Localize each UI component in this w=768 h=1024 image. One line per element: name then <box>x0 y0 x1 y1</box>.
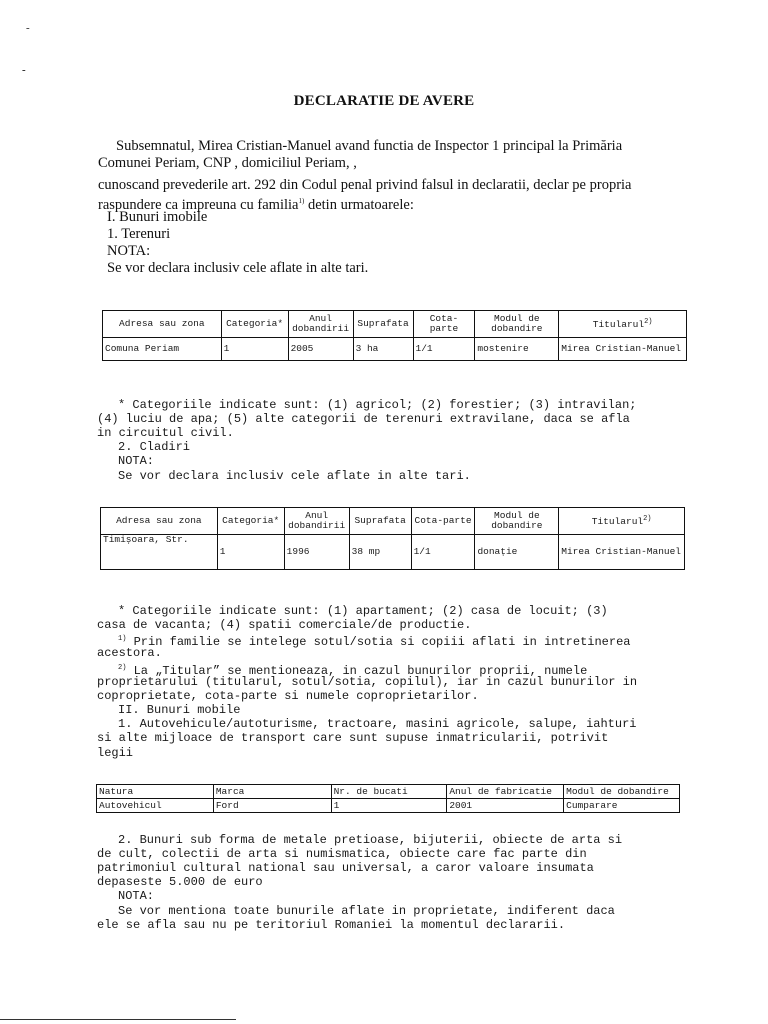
footnote-2-line-2: proprietarului (titularul, sotul/sotia, copilul), iar in cazul bunurilor in <box>97 675 638 689</box>
header-count: Nr. de bucati <box>331 785 447 799</box>
footnote-2-line-3: coproprietate, cota-parte si numele coproprietarilor. <box>97 689 479 703</box>
cell-address: Comuna Periam <box>103 338 222 361</box>
header-acquisition-mode: Modul de dobandire <box>564 785 680 799</box>
table-row <box>97 799 680 813</box>
header-category: Categoria* <box>221 311 288 338</box>
header-holder: Titularul$^{2)}$ <box>559 508 685 535</box>
header-manufacture-year: Anul de fabricatie <box>447 785 564 799</box>
cell-area: 3 ha <box>353 338 413 361</box>
header-year: Anul dobandirii <box>284 508 349 535</box>
building-table <box>100 507 685 570</box>
header-category: Categoria* <box>217 508 284 535</box>
building-categories-line-2: casa de vacanta; (4) spatii comerciale/de productie. <box>97 618 472 632</box>
buildings-nota-label: NOTA: <box>118 454 155 468</box>
footnote-2-line-1: $^{2)}$ La „Titular” se mentioneaza, in cazul bunurilor proprii, numele <box>118 664 588 678</box>
valuables-line-2: de cult, colectii de arta si numismatica, obiecte care fac parte din <box>97 847 587 861</box>
cell-count: 1 <box>331 799 447 813</box>
header-brand: Marca <box>213 785 331 799</box>
nota-label: NOTA: <box>107 243 151 259</box>
header-nature: Natura <box>97 785 214 799</box>
footnote-1-line-1: $^{1)}$ Prin familie se intelege sotul/sotia si copiii aflati in intretinerea <box>118 635 631 649</box>
cell-year: 2005 <box>288 338 353 361</box>
margin-mark-top: - <box>26 22 30 34</box>
cell-mode: donație <box>475 535 559 570</box>
vehicles-line-2: si alte mijloace de transport care sunt supuse inmatricularii, potrivit <box>97 731 609 745</box>
land-table-header <box>103 311 687 338</box>
cell-share: 1/1 <box>411 535 475 570</box>
vehicles-line-1: 1. Autovehicule/autoturisme, tractoare, masini agricole, salupe, iahturi <box>118 717 637 731</box>
cell-category: 1 <box>221 338 288 361</box>
cell-holder: Mirea Cristian-Manuel <box>559 535 685 570</box>
valuables-line-3: patrimoniul cultural national sau universal, a caror valoare insumata <box>97 861 594 875</box>
building-table-header <box>101 508 685 535</box>
document-title: DECLARATIE DE AVERE <box>293 93 475 109</box>
vehicle-table <box>96 784 680 813</box>
nota-text: Se vor declara inclusiv cele aflate in alte tari. <box>107 260 369 276</box>
cell-holder: Mirea Cristian-Manuel <box>559 338 687 361</box>
intro-line-2: Comunei Periam, CNP , domiciliul Periam, , <box>98 155 357 171</box>
valuables-line-4: depaseste 5.000 de euro <box>97 875 263 889</box>
intro-line-3: cunoscand prevederile art. 292 din Codul penal privind falsul in declaratii, declar pe propria <box>98 177 632 193</box>
section-movable-heading: II. Bunuri mobile <box>118 703 241 717</box>
cell-nature: Autovehicul <box>97 799 214 813</box>
section-immovable-heading: I. Bunuri imobile <box>107 209 208 225</box>
table-row <box>101 535 685 570</box>
buildings-nota-text: Se vor declara inclusiv cele aflate in alte tari. <box>118 469 471 483</box>
valuables-nota-label: NOTA: <box>118 889 155 903</box>
land-table <box>102 310 687 361</box>
header-year: Anul dobandirii <box>288 311 353 338</box>
cell-category: 1 <box>217 535 284 570</box>
cell-acquisition-mode: Cumparare <box>564 799 680 813</box>
cell-share: 1/1 <box>413 338 475 361</box>
header-address: Adresa sau zona <box>101 508 218 535</box>
margin-mark-lower: - <box>22 64 26 76</box>
building-categories-line-1: * Categoriile indicate sunt: (1) apartament; (2) casa de locuit; (3) <box>118 604 608 618</box>
land-categories-line-3: in circuitul civil. <box>97 426 234 440</box>
table-row <box>103 338 687 361</box>
land-categories-line-2: (4) luciu de apa; (5) alte categorii de terenuri extravilane, daca se afla <box>97 412 630 426</box>
header-area: Suprafata <box>349 508 411 535</box>
cell-address: Timișoara, Str. <box>101 535 218 570</box>
header-mode: Modul de dobandire <box>475 508 559 535</box>
cell-area: 38 mp <box>349 535 411 570</box>
header-share: Cota-parte <box>413 311 475 338</box>
intro-line-4: raspundere ca impreuna cu familia$^{1)}$ detin urmatoarele: <box>98 196 414 213</box>
footnote-1-line-2: acestora. <box>97 646 162 660</box>
buildings-subheading: 2. Cladiri <box>118 440 191 454</box>
vehicle-table-header <box>97 785 680 799</box>
valuables-nota-line-2: ele se afla sau nu pe teritoriul Romaniei la momentul declararii. <box>97 918 566 932</box>
valuables-line-1: 2. Bunuri sub forma de metale pretioase, bijuterii, obiecte de arta si <box>118 833 623 847</box>
land-subheading: 1. Terenuri <box>107 226 171 242</box>
land-categories-line-1: * Categoriile indicate sunt: (1) agricol; (2) forestier; (3) intravilan; <box>118 398 637 412</box>
page-bottom-rule <box>0 1019 236 1020</box>
cell-year: 1996 <box>284 535 349 570</box>
header-mode: Modul de dobandire <box>475 311 559 338</box>
cell-mode: mostenire <box>475 338 559 361</box>
intro-line-1: Subsemnatul, Mirea Cristian-Manuel avand functia de Inspector 1 principal la Primăria <box>116 138 623 154</box>
cell-brand: Ford <box>213 799 331 813</box>
header-holder: Titularul$^{2)}$ <box>559 311 687 338</box>
header-area: Suprafata <box>353 311 413 338</box>
vehicles-line-3: legii <box>97 746 134 760</box>
header-address: Adresa sau zona <box>103 311 222 338</box>
header-share: Cota-parte <box>411 508 475 535</box>
valuables-nota-line-1: Se vor mentiona toate bunurile aflate in proprietate, indiferent daca <box>118 904 615 918</box>
cell-manufacture-year: 2001 <box>447 799 564 813</box>
